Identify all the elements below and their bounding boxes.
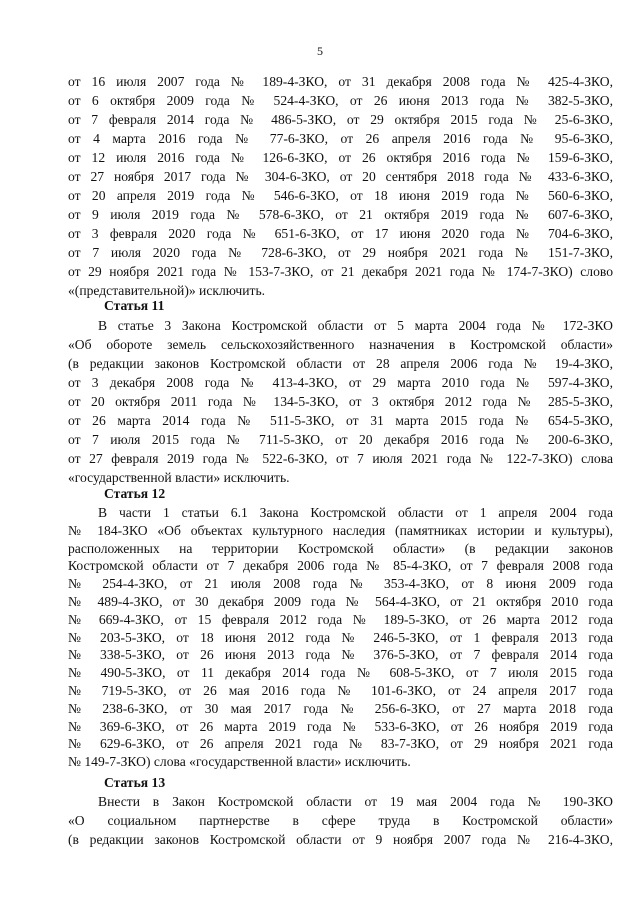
text-line: от 4 марта 2016 года № 77-6-ЗКО, от 26 апреля 2016 года № 95-6-ЗКО,	[68, 131, 613, 146]
page-number: 5	[317, 44, 323, 58]
text-line: «(представительной)» исключить.	[68, 283, 266, 298]
text-line: от 7 июля 2015 года № 711-5-ЗКО, от 20 декабря 2016 года № 200-6-ЗКО,	[68, 432, 613, 447]
text-line: от 7 июля 2020 года № 728-6-ЗКО, от 29 ноября 2021 года № 151-7-ЗКО,	[68, 245, 613, 260]
text-line: от 3 декабря 2008 года № 413-4-ЗКО, от 29 марта 2010 года № 597-4-ЗКО,	[68, 375, 613, 390]
text-line: расположенных на территории Костромской области» (в редакции законов	[68, 540, 613, 556]
text-line: от 9 июля 2019 года № 578-6-ЗКО, от 21 октября 2019 года № 607-6-ЗКО,	[68, 207, 613, 222]
text-line: от 3 февраля 2020 года № 651-6-ЗКО, от 17 июня 2020 года № 704-6-ЗКО,	[68, 226, 613, 241]
text-line: от 16 июля 2007 года № 189-4-ЗКО, от 31 декабря 2008 года № 425-4-ЗКО,	[68, 74, 613, 89]
text-line: «О социальном партнерстве в сфере труда в Костромской области»	[68, 813, 613, 828]
text-line: № 369-6-ЗКО, от 26 марта 2019 года № 533-6-ЗКО, от 26 ноября 2019 года	[68, 718, 613, 734]
text-line: № 669-4-ЗКО, от 15 февраля 2012 года № 189-5-ЗКО, от 26 марта 2012 года	[68, 611, 613, 627]
text-line: В статье 3 Закона Костромской области от 5 марта 2004 года № 172-ЗКО	[98, 318, 613, 333]
text-line: (в редакции законов Костромской области от 28 апреля 2006 года № 19-4-ЗКО,	[68, 356, 613, 371]
text-line: № 203-5-ЗКО, от 18 июня 2012 года № 246-5-ЗКО, от 1 февраля 2013 года	[68, 629, 613, 645]
article-13-heading: Статья 13	[104, 775, 166, 790]
text-line: от 20 октября 2011 года № 134-5-ЗКО, от 3 октября 2012 года № 285-5-ЗКО,	[68, 394, 613, 409]
text-line: «государственной власти» исключить.	[68, 470, 290, 485]
text-line: Костромской области от 7 декабря 2006 года № 85-4-ЗКО, от 7 февраля 2008 года	[68, 558, 613, 574]
text-line: № 238-6-ЗКО, от 30 мая 2017 года № 256-6-ЗКО, от 27 марта 2018 года	[68, 700, 613, 716]
text-line: от 29 ноября 2021 года № 153-7-ЗКО, от 21 декабря 2021 года № 174-7-ЗКО) слово	[68, 264, 613, 279]
text-line: от 27 февраля 2019 года № 522-6-ЗКО, от 7 июля 2021 года № 122-7-ЗКО) слова	[68, 451, 613, 466]
text-line: № 719-5-ЗКО, от 26 мая 2016 года № 101-6-ЗКО, от 24 апреля 2017 года	[68, 683, 613, 698]
article-11-heading: Статья 11	[104, 298, 165, 313]
text-line: В части 1 статьи 6.1 Закона Костромской области от 1 апреля 2004 года	[98, 505, 613, 520]
text-line: (в редакции законов Костромской области от 9 ноября 2007 года № 216-4-ЗКО,	[68, 832, 613, 847]
text-line: от 26 марта 2014 года № 511-5-ЗКО, от 31 марта 2015 года № 654-5-ЗКО,	[68, 413, 613, 428]
text-line: «Об обороте земель сельскохозяйственного назначения в Костромской области»	[68, 337, 613, 352]
text-line: № 629-6-ЗКО, от 26 апреля 2021 года № 83-7-ЗКО, от 29 ноября 2021 года	[68, 736, 613, 752]
text-line: от 27 ноября 2017 года № 304-6-ЗКО, от 20 сентября 2018 года № 433-6-ЗКО,	[68, 169, 613, 184]
text-line: № 490-5-ЗКО, от 11 декабря 2014 года № 608-5-ЗКО, от 7 июля 2015 года	[68, 665, 613, 681]
text-line: от 6 октября 2009 года № 524-4-ЗКО, от 26 июня 2013 года № 382-5-ЗКО,	[68, 93, 613, 108]
text-line: № 254-4-ЗКО, от 21 июля 2008 года № 353-4-ЗКО, от 8 июня 2009 года	[68, 576, 613, 592]
text-line: от 12 июля 2016 года № 126-6-ЗКО, от 26 октября 2016 года № 159-6-ЗКО,	[68, 150, 613, 165]
text-line: № 489-4-ЗКО, от 30 декабря 2009 года № 564-4-ЗКО, от 21 октября 2010 года	[68, 594, 613, 609]
article-12-heading: Статья 12	[104, 486, 166, 501]
text-line: № 184-ЗКО «Об объектах культурного наследия (памятниках истории и культуры),	[68, 522, 613, 538]
text-line: № 149-7-ЗКО) слова «государственной власти» исключить.	[68, 754, 411, 770]
text-line: Внести в Закон Костромской области от 19 мая 2004 года № 190-ЗКО	[98, 794, 613, 809]
text-line: от 20 апреля 2019 года № 546-6-ЗКО, от 18 июня 2019 года № 560-6-ЗКО,	[68, 188, 613, 203]
text-line: от 7 февраля 2014 года № 486-5-ЗКО, от 29 октября 2015 года № 25-6-ЗКО,	[68, 112, 613, 127]
text-line: № 338-5-ЗКО, от 26 июня 2013 года № 376-5-ЗКО, от 7 февраля 2014 года	[68, 647, 613, 663]
